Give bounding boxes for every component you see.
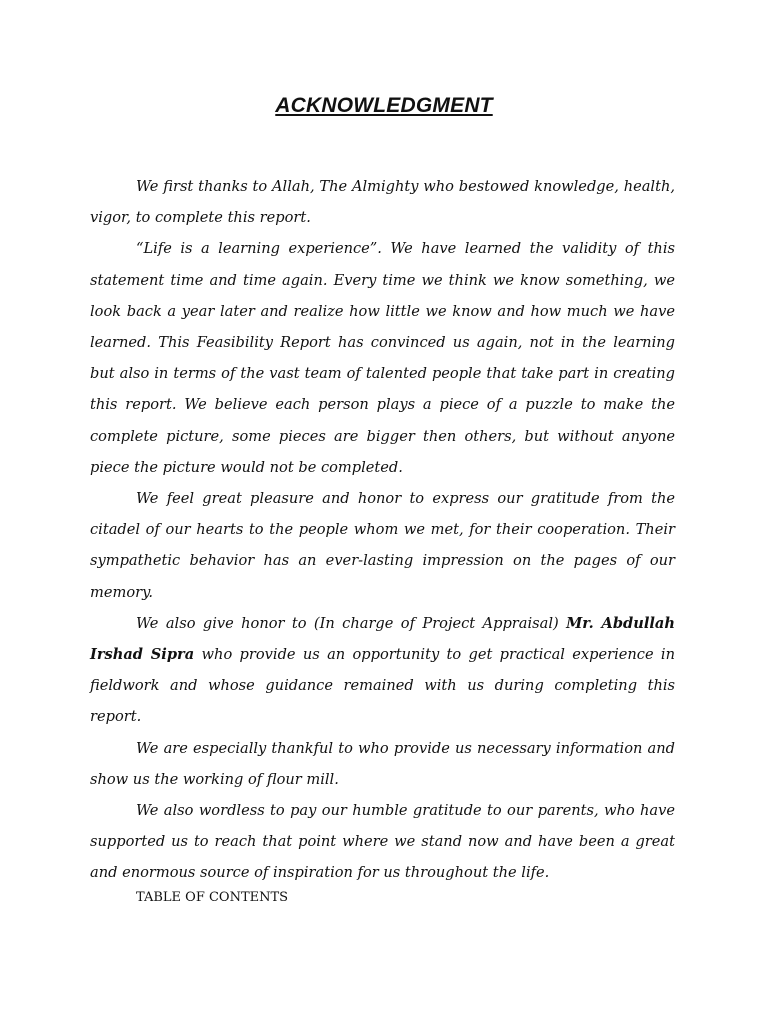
paragraph-honor-text-start: We also give honor to (In charge of Project Appraisal)	[136, 614, 567, 632]
page-title: ACKNOWLEDGMENT	[275, 94, 493, 117]
paragraph-thankful-information: We are especially thankful to who provide us necessary information and show us the working of flour mill.	[90, 739, 675, 788]
paragraph-thanks-allah: We first thanks to Allah, The Almighty who bestowed knowledge, health, vigor, to complete this report.	[90, 178, 675, 227]
paragraph-gratitude-people: We feel great pleasure and honor to express our gratitude from the citadel of our hearts to the people whom we met, for their cooperation. Their sympathetic behavior has an ever-lasting impression on the pages of our memory.	[90, 490, 675, 601]
paragraph-learning-experience: “Life is a learning experience”. We have learned the validity of this statement time and time again. Every time we think we know something, we look back a year later and realize how little we know and how much we have learned. This Feasibility Report has convinced us again, not in the learning but also in terms of the vast team of talented people that take part in creating this report. We believe each person plays a piece of a puzzle to make the complete picture, some pieces are bigger then others, but without anyone piece the picture would not be completed.	[90, 240, 675, 476]
paragraph-parents-gratitude: We also wordless to pay our humble gratitude to our parents, who have supported us to reach that point where we stand now and have been a great and enormous source of inspiration for us throughout the life.	[90, 802, 675, 882]
supervisor-name: Mr. Abdullah Irshad Sipra	[90, 614, 675, 664]
table-of-contents-heading: TABLE OF CONTENTS	[136, 890, 289, 905]
paragraph-honor-supervisor	[90, 608, 675, 733]
paragraph-honor-text-end: who provide us an opportunity to get practical experience in fieldwork and whose guidance remained with us during completing this report.	[90, 646, 676, 726]
acknowledgment-body	[90, 171, 675, 889]
